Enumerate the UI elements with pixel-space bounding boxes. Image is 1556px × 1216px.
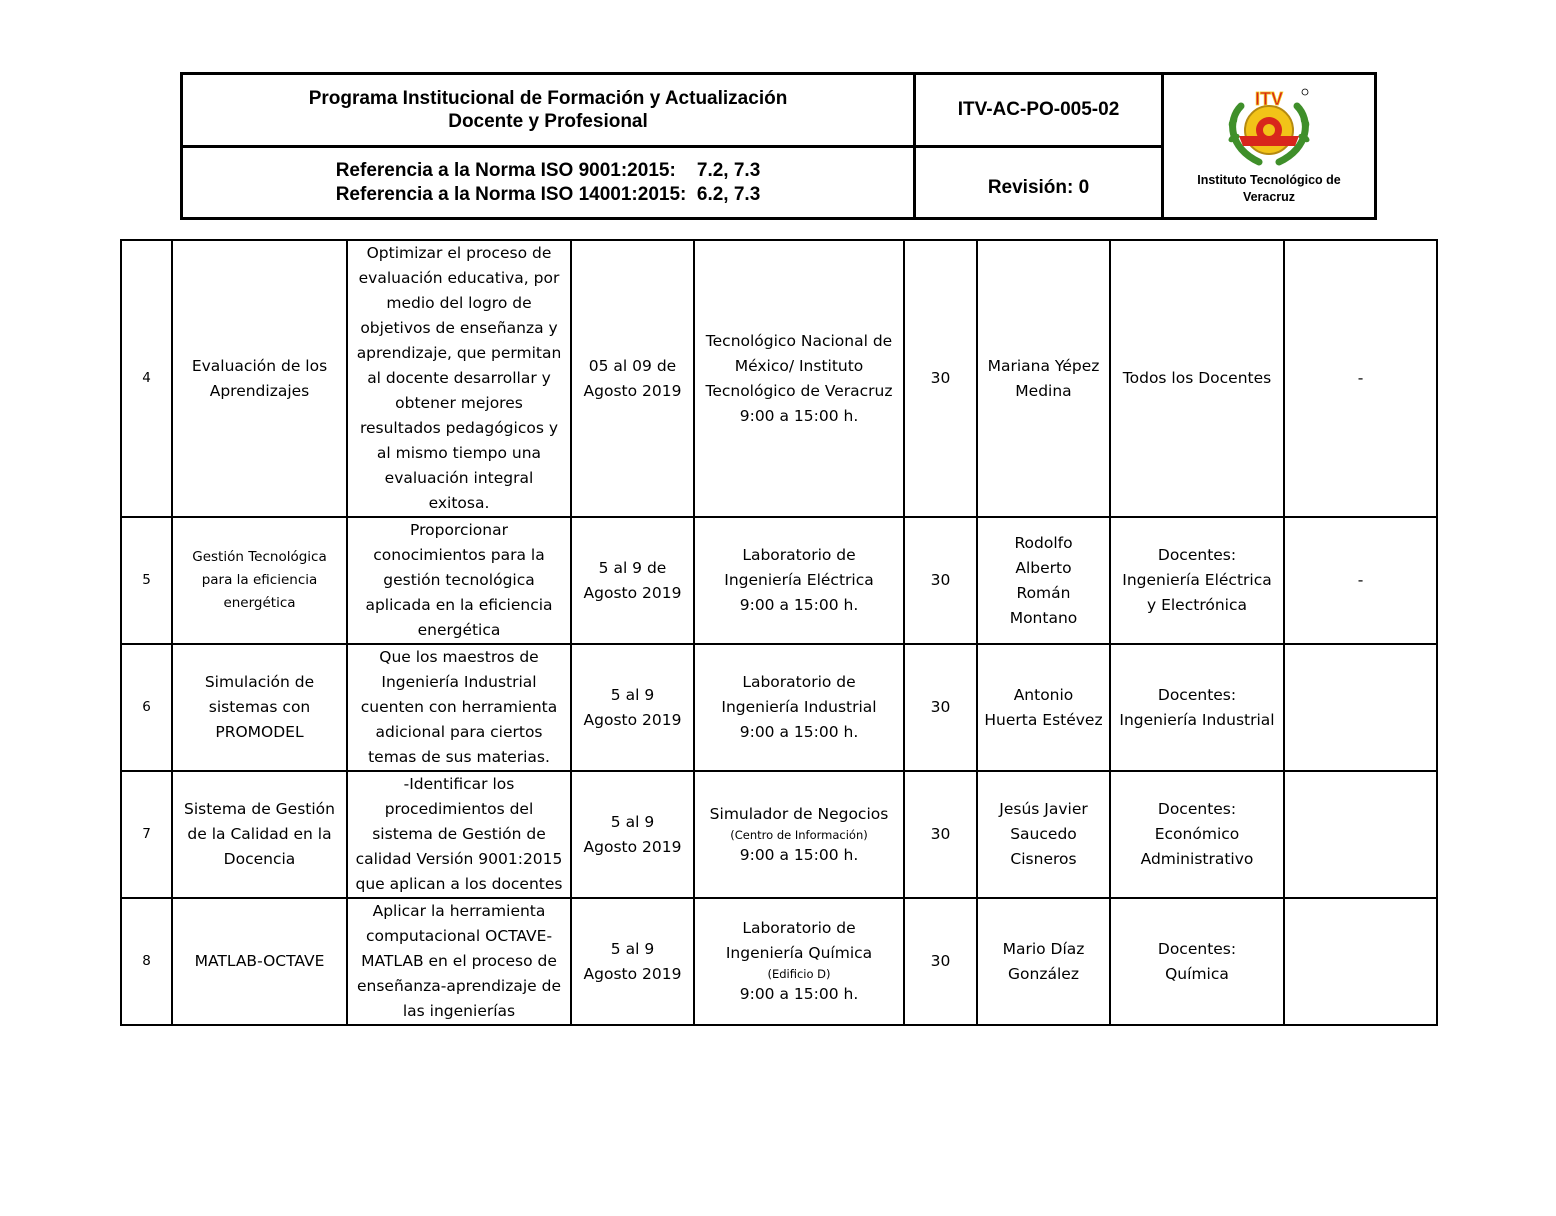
course-name-cell bbox=[172, 240, 347, 517]
course-schedule-table bbox=[120, 239, 1438, 1026]
document-code: ITV-AC-PO-005-02 bbox=[957, 99, 1120, 120]
objective-line: al mismo tiempo una bbox=[376, 444, 542, 462]
place-cell bbox=[694, 240, 904, 517]
instructor-line: Alberto bbox=[1015, 558, 1072, 577]
audience-line: Docentes: bbox=[1157, 685, 1237, 704]
place-cell bbox=[694, 517, 904, 644]
course-name-line: Docencia bbox=[223, 850, 296, 868]
row-number: 7 bbox=[142, 826, 151, 842]
dates-cell bbox=[571, 898, 694, 1025]
dates-line: Agosto 2019 bbox=[583, 837, 682, 856]
schedule-time: 9:00 a 15:00 h. bbox=[739, 596, 859, 614]
course-name-cell bbox=[172, 771, 347, 898]
itv-logo bbox=[1219, 86, 1319, 172]
audience-line: Docentes: bbox=[1157, 546, 1237, 564]
instructor-cell bbox=[977, 771, 1110, 898]
objective-line: energética bbox=[417, 621, 501, 639]
instructor-line: Huerta Estévez bbox=[984, 710, 1103, 729]
objective-line: Proporcionar bbox=[410, 521, 508, 539]
objective-cell bbox=[347, 644, 571, 771]
objective-line: aprendizaje, que permitan bbox=[356, 344, 562, 362]
objective-line: cuenten con herramienta bbox=[360, 698, 558, 716]
objective-line: procedimientos del bbox=[384, 800, 534, 818]
audience-line: Docentes: bbox=[1157, 939, 1237, 958]
audience-line: Química bbox=[1165, 964, 1229, 983]
audience-cell bbox=[1110, 240, 1284, 517]
instructor-line: Montano bbox=[1009, 608, 1078, 627]
objective-line: conocimientos para la bbox=[373, 546, 545, 564]
objective-line: enseñanza-aprendizaje de bbox=[357, 977, 561, 995]
course-name-cell bbox=[172, 644, 347, 771]
objective-line: que aplican a los docentes bbox=[355, 875, 563, 893]
document-header bbox=[180, 72, 1377, 220]
instructor-line: Mariana Yépez bbox=[987, 356, 1100, 375]
objective-line: computacional OCTAVE- bbox=[365, 927, 553, 945]
institute-block bbox=[1164, 75, 1374, 217]
objective-line: medio del logro de bbox=[386, 294, 532, 312]
audience-cell bbox=[1110, 898, 1284, 1025]
dates-line: Agosto 2019 bbox=[583, 583, 682, 602]
hours-value: 30 bbox=[930, 825, 951, 843]
program-title-line: Docente y Profesional bbox=[448, 111, 648, 132]
notes-cell bbox=[1284, 517, 1437, 644]
audience-cell bbox=[1110, 517, 1284, 644]
hours-cell bbox=[904, 771, 977, 898]
objective-line: Ingeniería Industrial bbox=[381, 673, 537, 691]
row-number: 5 bbox=[142, 572, 151, 588]
audience-line: Económico bbox=[1154, 825, 1240, 843]
place-note: (Centro de Información) bbox=[730, 827, 868, 842]
notes-value: - bbox=[1357, 571, 1364, 589]
dates-cell bbox=[571, 517, 694, 644]
row-number-cell bbox=[121, 240, 172, 517]
iso-reference bbox=[183, 148, 913, 218]
place-line: Laboratorio de bbox=[742, 919, 856, 937]
hours-value: 30 bbox=[930, 571, 951, 589]
audience-line: Ingeniería Eléctrica bbox=[1122, 571, 1272, 589]
course-name-line: Aprendizajes bbox=[209, 381, 310, 400]
course-name-line: Sistema de Gestión bbox=[184, 800, 335, 818]
objective-line: adicional para ciertos bbox=[375, 723, 543, 741]
table-row bbox=[121, 517, 1437, 644]
course-name-line: para la eficiencia bbox=[201, 572, 318, 588]
row-number-cell bbox=[121, 771, 172, 898]
table-row bbox=[121, 644, 1437, 771]
hours-cell bbox=[904, 644, 977, 771]
course-name-cell bbox=[172, 898, 347, 1025]
instructor-line: Medina bbox=[1015, 381, 1072, 400]
place-line: Ingeniería Industrial bbox=[721, 698, 877, 716]
objective-cell bbox=[347, 240, 571, 517]
audience-line: Docentes: bbox=[1157, 800, 1237, 818]
objective-line: Que los maestros de bbox=[379, 648, 539, 666]
instructor-cell bbox=[977, 517, 1110, 644]
course-name-line: de la Calidad en la bbox=[187, 825, 332, 843]
objective-line: temas de sus materias. bbox=[368, 748, 550, 766]
place-note: (Edificio D) bbox=[767, 967, 831, 981]
course-name-line: energética bbox=[223, 595, 296, 611]
objective-line: gestión tecnológica bbox=[383, 571, 535, 589]
dates-cell bbox=[571, 240, 694, 517]
institute-name-line: Veracruz bbox=[1242, 190, 1296, 204]
institute-name-line: Instituto Tecnológico de bbox=[1197, 173, 1341, 187]
course-name-line: MATLAB-OCTAVE bbox=[194, 952, 325, 970]
course-name-line: Simulación de bbox=[204, 673, 315, 691]
place-cell bbox=[694, 771, 904, 898]
instructor-line: Román bbox=[1016, 583, 1071, 602]
objective-line: obtener mejores bbox=[395, 394, 523, 412]
schedule-time: 9:00 a 15:00 h. bbox=[739, 845, 859, 864]
notes-cell bbox=[1284, 240, 1437, 517]
place-line: Laboratorio de bbox=[742, 673, 856, 691]
dates-line: Agosto 2019 bbox=[583, 964, 682, 983]
objective-line: al docente desarrollar y bbox=[367, 369, 551, 387]
course-name-line: PROMODEL bbox=[215, 723, 304, 741]
course-name-line: Evaluación de los bbox=[191, 356, 328, 375]
row-number-cell bbox=[121, 898, 172, 1025]
objective-line: sistema de Gestión de bbox=[372, 825, 546, 843]
objective-line: evaluación integral bbox=[384, 469, 534, 487]
objective-cell bbox=[347, 517, 571, 644]
audience-line: Todos los Docentes bbox=[1122, 369, 1272, 387]
instructor-line: Jesús Javier bbox=[999, 800, 1088, 818]
instructor-line: González bbox=[1008, 964, 1079, 983]
place-line: Laboratorio de bbox=[742, 546, 856, 564]
notes-cell bbox=[1284, 771, 1437, 898]
svg-text:ITV: ITV bbox=[1254, 89, 1284, 109]
hours-value: 30 bbox=[930, 698, 951, 716]
revision-label: Revisión: 0 bbox=[987, 177, 1090, 198]
course-name-line: Gestión Tecnológica bbox=[192, 549, 327, 565]
hours-value: 30 bbox=[930, 369, 951, 387]
audience-line: Administrativo bbox=[1140, 850, 1254, 868]
instructor-cell bbox=[977, 644, 1110, 771]
objective-line: Optimizar el proceso de bbox=[366, 244, 552, 262]
table-row bbox=[121, 898, 1437, 1025]
dates-cell bbox=[571, 771, 694, 898]
course-name-line: sistemas con bbox=[208, 698, 311, 716]
objective-line: evaluación educativa, por bbox=[358, 269, 560, 287]
place-line: Tecnológico de Veracruz bbox=[705, 381, 893, 400]
objective-line: las ingenierías bbox=[402, 1002, 516, 1020]
dates-line: Agosto 2019 bbox=[583, 381, 682, 400]
table-row bbox=[121, 240, 1437, 517]
hours-cell bbox=[904, 240, 977, 517]
row-number: 8 bbox=[142, 953, 151, 969]
schedule-time: 9:00 a 15:00 h. bbox=[739, 406, 859, 425]
instructor-line: Mario Díaz bbox=[1002, 939, 1085, 958]
instructor-cell bbox=[977, 898, 1110, 1025]
instructor-line: Cisneros bbox=[1010, 850, 1077, 868]
hours-cell bbox=[904, 517, 977, 644]
audience-cell bbox=[1110, 771, 1284, 898]
dates-line: 5 al 9 bbox=[610, 812, 655, 831]
dates-line: 5 al 9 bbox=[610, 939, 655, 958]
hours-value: 30 bbox=[930, 952, 951, 970]
place-cell bbox=[694, 644, 904, 771]
audience-line: y Electrónica bbox=[1146, 596, 1247, 614]
dates-line: 05 al 09 de bbox=[588, 356, 677, 375]
objective-line: aplicada en la eficiencia bbox=[365, 596, 553, 614]
objective-line: resultados pedagógicos y bbox=[359, 419, 559, 437]
audience-line: Ingeniería Industrial bbox=[1119, 710, 1275, 729]
objective-line: objetivos de enseñanza y bbox=[360, 319, 558, 337]
objective-line: calidad Versión 9001:2015 bbox=[355, 850, 563, 868]
objective-line: Aplicar la herramienta bbox=[372, 902, 546, 920]
schedule-time: 9:00 a 15:00 h. bbox=[739, 723, 859, 741]
row-number-cell bbox=[121, 644, 172, 771]
schedule-time: 9:00 a 15:00 h. bbox=[739, 985, 859, 1003]
row-number-cell bbox=[121, 517, 172, 644]
table-row bbox=[121, 771, 1437, 898]
audience-cell bbox=[1110, 644, 1284, 771]
row-number: 6 bbox=[142, 699, 151, 715]
objective-cell bbox=[347, 898, 571, 1025]
notes-cell bbox=[1284, 644, 1437, 771]
place-line: Tecnológico Nacional de bbox=[705, 331, 893, 350]
dates-cell bbox=[571, 644, 694, 771]
dates-line: 5 al 9 de bbox=[598, 558, 667, 577]
objective-line: MATLAB en el proceso de bbox=[361, 952, 557, 970]
instructor-line: Antonio bbox=[1013, 685, 1074, 704]
place-line: Simulador de Negocios bbox=[709, 804, 889, 823]
row-number: 4 bbox=[142, 370, 151, 386]
iso-reference-line: Referencia a la Norma ISO 9001:2015: 7.2, 7.3 bbox=[335, 160, 761, 181]
notes-cell bbox=[1284, 898, 1437, 1025]
objective-line: -Identificar los bbox=[403, 775, 515, 793]
hours-cell bbox=[904, 898, 977, 1025]
program-title bbox=[183, 75, 913, 145]
course-name-cell bbox=[172, 517, 347, 644]
dates-line: 5 al 9 bbox=[610, 685, 655, 704]
program-title-line: Programa Institucional de Formación y Actualización bbox=[308, 88, 788, 109]
iso-reference-line: Referencia a la Norma ISO 14001:2015: 6.2, 7.3 bbox=[335, 184, 761, 205]
place-line: Ingeniería Química bbox=[725, 944, 873, 962]
place-cell bbox=[694, 898, 904, 1025]
place-line: Ingeniería Eléctrica bbox=[724, 571, 874, 589]
place-line: México/ Instituto bbox=[734, 356, 864, 375]
objective-cell bbox=[347, 771, 571, 898]
notes-value: - bbox=[1357, 369, 1364, 387]
objective-line: exitosa. bbox=[428, 494, 490, 512]
dates-line: Agosto 2019 bbox=[583, 710, 682, 729]
instructor-cell bbox=[977, 240, 1110, 517]
instructor-line: Saucedo bbox=[1010, 825, 1077, 843]
instructor-line: Rodolfo bbox=[1014, 533, 1073, 552]
